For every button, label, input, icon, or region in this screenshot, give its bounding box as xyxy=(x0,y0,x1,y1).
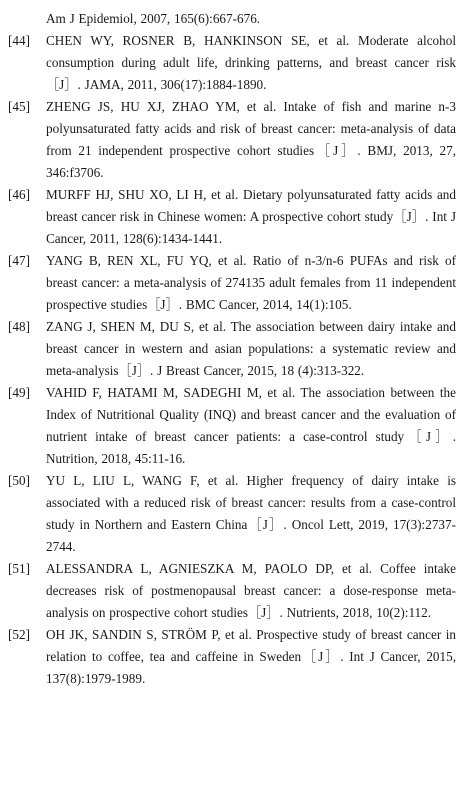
reference-number: [47] xyxy=(8,253,30,268)
reference-text: OH JK, SANDIN S, STRÖM P, et al. Prospective study of breast cancer in relation to coffee, tea and caffeine in Sweden［J］. Int J Cancer, 2015, 137(8):1979-1989. xyxy=(46,627,456,686)
reference-item-52 xyxy=(8,624,456,690)
reference-number: [45] xyxy=(8,99,30,114)
reference-number: [50] xyxy=(8,473,30,488)
reference-text: MURFF HJ, SHU XO, LI H, et al. Dietary polyunsaturated fatty acids and breast cancer risk in Chinese women: A prospective cohort study［J］. Int J Cancer, 2011, 128(6):1434-1441. xyxy=(46,187,456,246)
reference-list xyxy=(8,8,456,690)
reference-text: ZANG J, SHEN M, DU S, et al. The association between dairy intake and breast cancer in western and asian populations: a systematic review and meta-analysis［J］. J Breast Cancer, 2015, 18 (4):313-322. xyxy=(46,319,456,378)
reference-number: [48] xyxy=(8,319,30,334)
reference-item-48 xyxy=(8,316,456,382)
reference-item-continued xyxy=(8,8,456,30)
reference-item-46 xyxy=(8,184,456,250)
reference-number: [51] xyxy=(8,561,30,576)
reference-item-51 xyxy=(8,558,456,624)
reference-text: YANG B, REN XL, FU YQ, et al. Ratio of n-3/n-6 PUFAs and risk of breast cancer: a meta-analysis of 274135 adult females from 11 independent prospective studies［J］. BMC Cancer, 2014, 14(1):105. xyxy=(46,253,456,312)
reference-number: [44] xyxy=(8,33,30,48)
reference-text: ZHENG JS, HU XJ, ZHAO YM, et al. Intake of fish and marine n-3 polyunsaturated fatty acids and risk of breast cancer: meta-analysis of data from 21 independent prospective cohort studies［J］. BMJ, 2013, 27, 346:f3706. xyxy=(46,99,456,180)
reference-number: [52] xyxy=(8,627,30,642)
reference-text: Am J Epidemiol, 2007, 165(6):667-676. xyxy=(46,11,261,26)
reference-item-50 xyxy=(8,470,456,558)
reference-text: CHEN WY, ROSNER B, HANKINSON SE, et al. Moderate alcohol consumption during adult life, drinking patterns, and breast cancer risk［J］. JAMA, 2011, 306(17):1884-1890. xyxy=(46,33,456,92)
reference-number: [46] xyxy=(8,187,30,202)
reference-text: YU L, LIU L, WANG F, et al. Higher frequency of dairy intake is associated with a reduced risk of breast cancer: results from a case-control study in Northern and Eastern China［J］. Oncol Lett, 2019, 17(3):2737-2744. xyxy=(46,473,456,554)
reference-item-47 xyxy=(8,250,456,316)
reference-item-45 xyxy=(8,96,456,184)
reference-text: VAHID F, HATAMI M, SADEGHI M, et al. The association between the Index of Nutritional Quality (INQ) and breast cancer and the evaluation of nutrient intake of breast cancer patients: a case-control study［J］. Nutrition, 2018, 45:11-16. xyxy=(46,385,456,466)
reference-number: [49] xyxy=(8,385,30,400)
reference-text: ALESSANDRA L, AGNIESZKA M, PAOLO DP, et al. Coffee intake decreases risk of postmenopausal breast cancer: a dose-response meta-analysis on prospective cohort studies［J］. Nutrients, 2018, 10(2):112. xyxy=(46,561,456,620)
reference-item-49 xyxy=(8,382,456,470)
reference-item-44 xyxy=(8,30,456,96)
